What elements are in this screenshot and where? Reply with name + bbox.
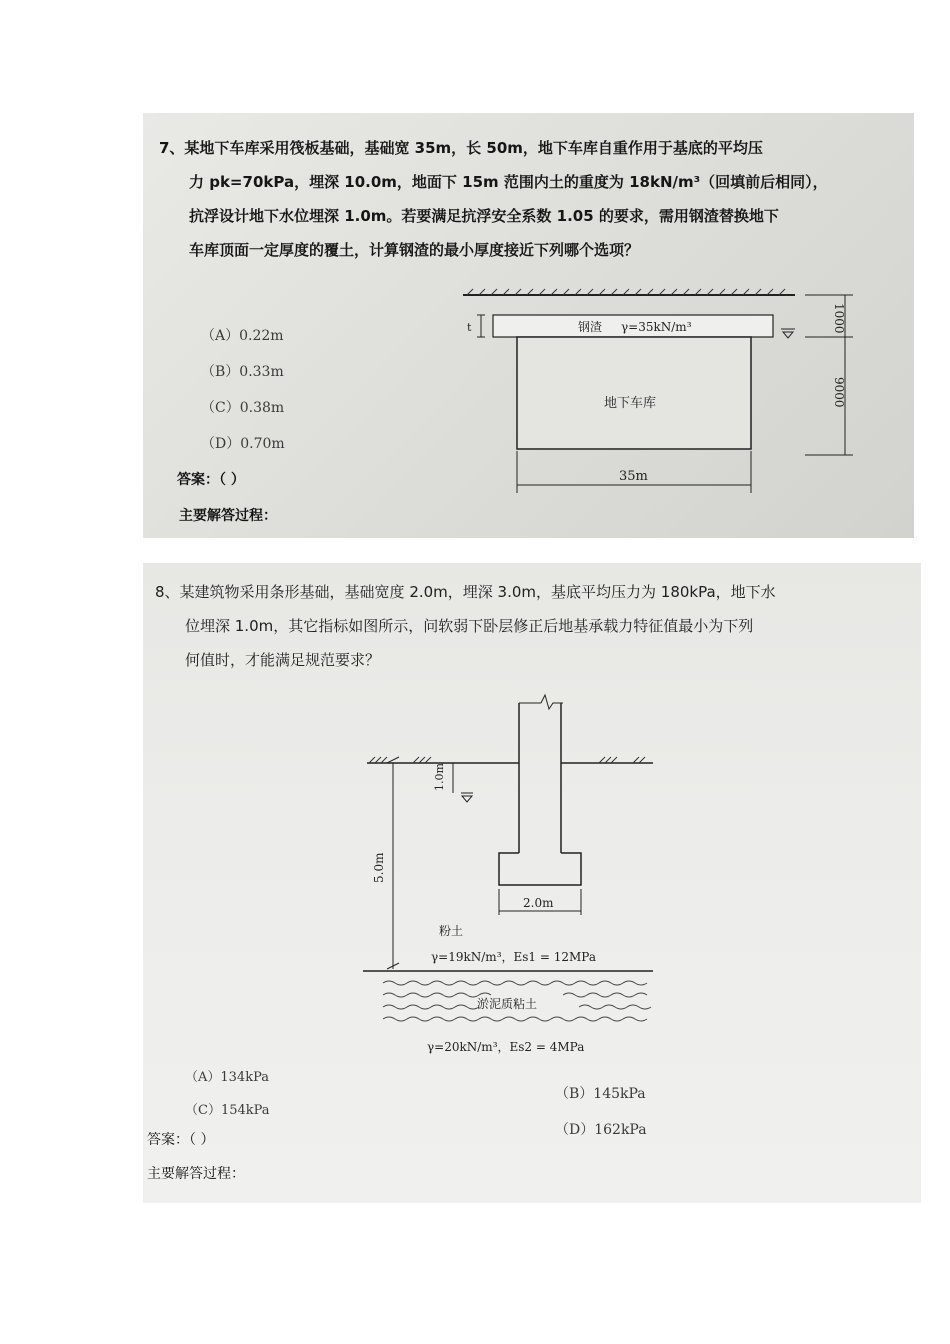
q8-process-label: 主要解答过程： <box>147 1166 245 1182</box>
q8-soil1-name: 粉土 <box>439 924 464 938</box>
question-7-line-2: 力 pk=70kPa，埋深 10.0m，地面下 15m 范围内土的重度为 18kN/m³（回填前后相同）， <box>189 173 828 191</box>
q7-slag-gamma: γ=35kN/m³ <box>621 320 692 334</box>
q7-garage-label: 地下车库 <box>604 396 657 411</box>
q8-option-c: （C）154kPa <box>185 1103 270 1118</box>
water-level-icon <box>462 796 472 802</box>
q7-dim-top: 1000 <box>832 303 846 334</box>
question-8-text <box>155 575 915 677</box>
question-8-line-1: 8、某建筑物采用条形基础，基础宽度 2.0m，埋深 3.0m，基底平均压力为 180kPa，地下水 <box>155 583 776 601</box>
q8-soil2-name: 淤泥质粘土 <box>477 997 538 1011</box>
q7-option-c: （C）0.38m <box>201 400 285 416</box>
q8-option-b: （B）145kPa <box>555 1086 646 1102</box>
question-8-line-3: 何值时，才能满足规范要求？ <box>185 651 381 669</box>
question-7-line-1: 7、某地下车库采用筏板基础，基础宽 35m，长 50m，地下车库自重作用于基底的平均压 <box>159 139 763 157</box>
q8-depth-5: 5.0m <box>372 852 386 883</box>
q7-option-d: （D）0.70m <box>201 436 285 452</box>
q7-figure <box>463 285 863 495</box>
q7-option-a: （A）0.22m <box>201 328 284 344</box>
question-8-line-2: 位埋深 1.0m，其它指标如图所示，问软弱下卧层修正后地基承载力特征值最小为下列 <box>185 617 754 635</box>
q7-slag-label: 钢渣 <box>578 320 603 334</box>
q8-soil2-props: γ=20kN/m³，Es2 = 4MPa <box>427 1040 585 1054</box>
q8-width-label: 2.0m <box>523 896 554 910</box>
q8-option-a: （A）134kPa <box>185 1070 269 1085</box>
q7-answer-label: 答案：（ ） <box>177 472 245 488</box>
q8-answer-label: 答案：（ ） <box>147 1132 215 1148</box>
question-7-line-4: 车库顶面一定厚度的覆土，计算钢渣的最小厚度接近下列哪个选项？ <box>189 241 640 259</box>
water-level-icon <box>783 332 793 338</box>
q8-soil1-props: γ=19kN/m³，Es1 = 12MPa <box>431 950 596 964</box>
question-7-scan <box>143 113 914 538</box>
q7-width-label: 35m <box>619 469 648 484</box>
q7-option-b: （B）0.33m <box>201 364 284 380</box>
question-8-scan <box>143 563 921 1203</box>
question-7-line-3: 抗浮设计地下水位埋深 1.0m。若要满足抗浮安全系数 1.05 的要求，需用钢渣替换地下 <box>189 207 779 225</box>
q7-dim-side: 9000 <box>832 377 846 408</box>
q8-figure <box>353 693 663 1068</box>
q7-thickness-label: t <box>467 321 472 334</box>
q7-process-label: 主要解答过程： <box>179 508 277 524</box>
q8-option-d: （D）162kPa <box>555 1122 647 1138</box>
question-7-text <box>159 131 904 267</box>
q8-water-depth: 1.0m <box>433 763 446 791</box>
